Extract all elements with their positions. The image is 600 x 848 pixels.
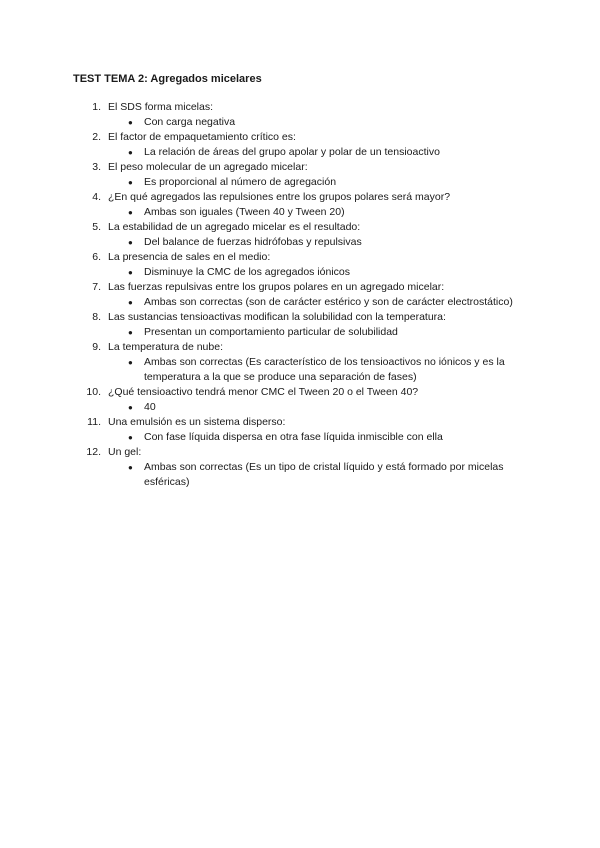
answer-text: La relación de áreas del grupo apolar y polar de un tensioactivo xyxy=(144,146,440,158)
question-text: Una emulsión es un sistema disperso: xyxy=(108,416,286,428)
question-item xyxy=(0,190,600,220)
question xyxy=(0,190,600,205)
answer-text: Ambas son iguales (Tween 40 y Tween 20) xyxy=(144,206,345,218)
question xyxy=(0,250,600,265)
answer xyxy=(0,175,600,190)
question xyxy=(0,130,600,145)
answer xyxy=(0,205,600,220)
question-number: 10. xyxy=(86,386,101,398)
question-item xyxy=(0,385,600,415)
question-text: ¿En qué agregados las repulsiones entre los grupos polares será mayor? xyxy=(108,191,451,203)
question-item xyxy=(0,280,600,310)
bullet-icon: ● xyxy=(128,268,133,277)
answer-text: Con fase líquida dispersa en otra fase líquida inmiscible con ella xyxy=(144,431,443,443)
answer xyxy=(0,145,600,160)
answer-text: 40 xyxy=(144,401,156,413)
bullet-icon: ● xyxy=(128,358,133,367)
question xyxy=(0,100,600,115)
answer-text: Ambas son correctas (Es un tipo de cristal líquido y está formado por micelas esféricas) xyxy=(144,461,504,488)
question-text: El SDS forma micelas: xyxy=(108,101,214,113)
question xyxy=(0,340,600,355)
question-item xyxy=(0,130,600,160)
answer-text: Ambas son correctas (Es característico de los tensioactivos no iónicos y es la temperatura a la que se produce una separación de fases) xyxy=(144,356,505,383)
bullet-icon: ● xyxy=(128,403,133,412)
question-number: 3. xyxy=(92,161,101,173)
question-item xyxy=(0,340,600,385)
bullet-icon: ● xyxy=(128,238,133,247)
question xyxy=(0,310,600,325)
question-item xyxy=(0,415,600,445)
question xyxy=(0,160,600,175)
document-title: TEST TEMA 2: Agregados micelares xyxy=(73,73,262,85)
bullet-icon: ● xyxy=(128,463,133,472)
question xyxy=(0,415,600,430)
question-item xyxy=(0,160,600,190)
bullet-icon: ● xyxy=(128,118,133,127)
question-text: El factor de empaquetamiento crítico es: xyxy=(108,131,296,143)
question-number: 9. xyxy=(92,341,101,353)
answer xyxy=(0,355,600,385)
question-text: Las fuerzas repulsivas entre los grupos polares en un agregado micelar: xyxy=(108,281,445,293)
question-number: 6. xyxy=(92,251,101,263)
answer-text: Ambas son correctas (son de carácter estérico y son de carácter electrostático) xyxy=(144,296,513,308)
bullet-icon: ● xyxy=(128,298,133,307)
bullet-icon: ● xyxy=(128,433,133,442)
question-item xyxy=(0,310,600,340)
question-text: ¿Qué tensioactivo tendrá menor CMC el Tween 20 o el Tween 40? xyxy=(108,386,419,398)
question-number: 11. xyxy=(87,416,101,428)
question-item xyxy=(0,250,600,280)
answer xyxy=(0,325,600,340)
question-text: Un gel: xyxy=(108,446,142,458)
bullet-icon: ● xyxy=(128,208,133,217)
question-item xyxy=(0,445,600,490)
answer xyxy=(0,430,600,445)
question xyxy=(0,220,600,235)
answer-text: Es proporcional al número de agregación xyxy=(144,176,337,188)
question-number: 5. xyxy=(92,221,101,233)
question-number: 4. xyxy=(92,191,101,203)
bullet-icon: ● xyxy=(128,178,133,187)
question-text: La estabilidad de un agregado micelar es el resultado: xyxy=(108,221,361,233)
question-number: 1. xyxy=(92,101,101,113)
answer-text: Disminuye la CMC de los agregados iónicos xyxy=(144,266,351,278)
question-number: 2. xyxy=(92,131,101,143)
question-list xyxy=(0,100,600,490)
answer xyxy=(0,295,600,310)
answer xyxy=(0,265,600,280)
question-item xyxy=(0,100,600,130)
question xyxy=(0,280,600,295)
answer xyxy=(0,115,600,130)
question-number: 8. xyxy=(92,311,101,323)
question-text: La temperatura de nube: xyxy=(108,341,223,353)
answer-text: Con carga negativa xyxy=(144,116,236,128)
question-number: 12. xyxy=(86,446,101,458)
question-text: Las sustancias tensioactivas modifican la solubilidad con la temperatura: xyxy=(108,311,446,323)
answer xyxy=(0,235,600,250)
bullet-icon: ● xyxy=(128,148,133,157)
bullet-icon: ● xyxy=(128,328,133,337)
question xyxy=(0,385,600,400)
answer-text: Del balance de fuerzas hidrófobas y repulsivas xyxy=(144,236,362,248)
question-item xyxy=(0,220,600,250)
answer xyxy=(0,460,600,490)
answer xyxy=(0,400,600,415)
question-number: 7. xyxy=(92,281,101,293)
question xyxy=(0,445,600,460)
question-text: La presencia de sales en el medio: xyxy=(108,251,271,263)
question-text: El peso molecular de un agregado micelar: xyxy=(108,161,308,173)
answer-text: Presentan un comportamiento particular de solubilidad xyxy=(144,326,398,338)
